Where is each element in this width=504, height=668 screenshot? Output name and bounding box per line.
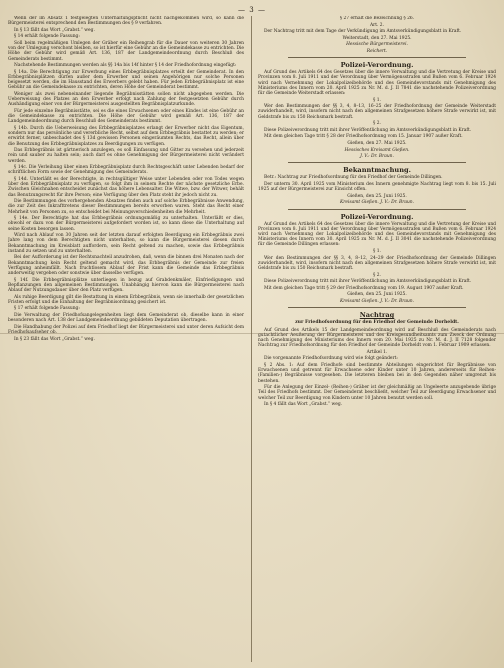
- centered-line: § 1.: [373, 97, 381, 103]
- paragraph: § 2 Abs. 1: Auf dem Friedhofe sind bestimmte Abteilungen eingerichtet für Begräbnisse von Erwachsenen und getrennt für Erwachsene oder Kinder unter 10 Jahren, andererseits für Reihen- (Familien-) Begräbnisse vorgesehen. Die letzteren bleiben bei in den Gegenden näher umgrenzt bis bestehen.: [258, 362, 496, 384]
- paragraph: Die Verwaltung der Friedhofsangelegenheiten liegt dem Gemeinderat ob, dieselbe kann in einer besonderen nach Art. 138 der Landgemeindeordnung gebildeten Deputation übertragen.: [8, 312, 244, 324]
- signature-line: Reichert.: [366, 48, 388, 54]
- paragraph: Die vorgenannte Friedhofsordnung wird wie folgt geändert:: [264, 356, 398, 362]
- section-separator: [288, 57, 466, 58]
- section-separator: [288, 307, 466, 308]
- paragraph: Bei der Aufforderung ist der Rechtsnachteil anzudrohen, daß, wenn die binnen drei Monaten nach der Bekanntmachung kein Recht geltend gemacht wird, das Erbbegräbnis der Gemeinde zur freien Verfügung anheimfällt. Nach fruchtlosem Ablauf der Frist kann die Gemeinde das Erbbegräbnis anderweitig vergeben oder sonstwie über dasselbe verfügen.: [8, 255, 244, 276]
- paragraph: § 14e. Der Berechtigte hat das Erbbegräbnis ordnungsmäßig zu unterhalten. Unterläßt er dies, obwohl er dazu von der Bürgermeisterei aufgefordert worden ist, so kann diese die Unterhaltung auf seine Kosten besorgen lassen.: [8, 216, 244, 232]
- centered-line: Gießen, den 25. Juni 1925.: [347, 193, 407, 199]
- signature-line: Kreisamt Gießen. J. V.: Dr. Braun.: [339, 200, 415, 206]
- paragraph: Die Bestimmungen des vorhergehenden Absatzes finden auch auf solche Erbbegräbnisse Anwendung, die zur Zeit des Inkrafttretens dieser Bestimmungen bereits erworben waren. Steht das Recht einer Mehrheit von Personen zu, so entscheidet bei Meinungsverschiedenheiten die Mehrheit.: [8, 199, 244, 215]
- paragraph: Als ruhige Beerdigung gilt die Bestattung in einem Erbbegräbnis, wenn sie innerhalb der gesetzlichen Fristen erfolgt und die Einhaltung der Begräbnisordnung gesichert ist.: [8, 294, 244, 305]
- left-column: [8, 16, 244, 662]
- signature-line: Kreisamt Gießen. J. V.: Dr. Braun.: [339, 298, 415, 304]
- paragraph: Auf Grund des Artikels 64 des Gesetzes über die innere Verwaltung und die Vertretung der Kreise und Provinzen vom 8. Juli 1911 und der Verordnung über Vermögensstrafen und Bußen vom 6. Februar 1924 wird nach Vernehmung der Lokalpolizeibehörde und des Gemeindevorstands mit Genehmigung des Ministeriums des Innern vom 20. April 1925 zu Nr. M. d. J. II 7841 die nachstehende Polizeiverordnung für die Gemeinde Weiterstadt erlassen:: [258, 70, 496, 96]
- paragraph: In § 13 fällt das Wort „Grabst.“ weg.: [14, 27, 95, 33]
- centered-line: Weiterstadt, den 27. Mai 1925.: [342, 35, 412, 41]
- section-separator: [288, 209, 466, 210]
- paragraph: Weniger als zwei nebeneinander liegende Begräbnisstätten sollen nicht abgegeben werden. Die Ueberweisung des Platzes an den Erwerber erfolgt nach Zahlung der festgesetzten Gebühr durch Aushändigung einer von der Bürgermeisterei ausgestellten Begräbnisplatzurkunde.: [8, 91, 244, 108]
- centered-line: § 27 erhält die Bezeichnung § 26.: [339, 16, 415, 21]
- signature-line: J. V.: Dr. Braun.: [360, 154, 394, 160]
- fold-line: [0, 333, 504, 334]
- paragraph: § 14d. Unterläßt es der Berechtigte, in rechtsgültiger Weise unter Lebenden oder von Todes wegen über den Erbbegräbnisplatz zu verfügen, so folgt ihm in seinem Rechte der nächste gesetzliche Erbe. Zwischen Gleichnahen entscheidet zunächst das höhere Lebensalter. Die Witwe, bzw. der Witwer, behält das Benutzungsrecht für ihre Person; eine Verfügung über den Platz steht ihr jedoch nicht zu.: [8, 176, 244, 198]
- section-subheading: zur Friedhofsordnung für den Friedhof der Gemeinde Dorheldt.: [295, 320, 459, 326]
- signature-line: Hessische Bürgermeisterei.: [346, 42, 408, 48]
- paragraph: Der Nachtrag tritt mit dem Tage der Verkündigung im Amtsverkündigungsblatt in Kraft.: [264, 29, 462, 35]
- paragraph: Mit dem gleichen Tage tritt § 29 der Friedhofsordnung vom 19. August 1907 außer Kraft.: [264, 285, 464, 291]
- centered-line: § 1.: [373, 248, 381, 254]
- paragraph: § 14f. Die Erbbegräbnisplätze unterliegen in bezug auf Grabdenkmäler, Einfriedigungen und Bepflanzungen den allgemeinen Bestimmungen. Unabhängig hiervon kann die Bürgermeisterei nach Ablauf der Nutzungsdauer über den Platz verfügen.: [8, 277, 244, 293]
- section-heading: Polizei-Verordnung.: [340, 61, 414, 70]
- centered-line: Gießen, den 25. Juni 1925.: [347, 292, 407, 298]
- paragraph: Diese Polizeiverordnung tritt mit ihrer Veröffentlichung im Amtsverkündigungsblatt in Kraft.: [264, 279, 472, 285]
- centered-line: § 2.: [373, 272, 381, 278]
- paragraph: Der unterm 30. April 1925 vom Ministerium des Innern genehmigte Nachtrag liegt vom 8. bis 15. Juli 1925 auf der Bürgermeisterei zur Einsicht offen.: [258, 181, 496, 193]
- signature-line: Hessisches Kreisamt Gießen.: [344, 147, 410, 153]
- paragraph: Für jede einzelne Begräbnisstätte, sei es die eines Erwachsenen oder eines Kindes ist eine Gebühr an die Gemeindekasse zu entrichten. Die Höhe der Gebühr wird gemäß Art. 136, 187 der Landgemeindeordnung durch Beschluß des Gemeinderats bestimmt.: [8, 108, 244, 125]
- section-heading: Polizei-Verordnung.: [340, 212, 414, 221]
- paragraph: Die Handhabung der Polizei auf dem Friedhof liegt der Bürgermeisterei und unter deren Aufsicht dem Friedhofsaufseher ob.: [8, 324, 244, 335]
- paragraph: In § 23 fällt das Wort „Grabst.“ weg.: [14, 336, 95, 342]
- centered-line: § 2.: [373, 121, 381, 127]
- paragraph: Wenn der im Absatz 1 festgelegten Unterhaltungspflicht nicht nachgekommen wird, so kann die Bürgermeisterei entsprechend den Bestimmungen des § 9 verfahren.: [8, 16, 244, 27]
- section-separator: [288, 162, 466, 163]
- centered-line: Art. 2.: [369, 22, 384, 28]
- paragraph: Betr.: Nachtrag zur Friedhofsordnung für den Friedhof der Gemeinde Dillingen.: [264, 175, 443, 181]
- paragraph: Auf Grund des Artikels 15 der Landgemeindeordnung wird auf Beschluß des Gemeinderats nach gutachtlicher Aeußerung der Bürgermeisterei und des Kreisgesundheitsamts zum Zweck der Ordnung nach Genehmigung des Ministeriums des Innern vom 20. Mai 1925 zu Nr. M. d. J. II 7128 folgender Nachtrag zur Friedhofsordnung für den Friedhof der Gemeinde Dorheldt vom 1. Februar 1909 erlassen.: [258, 327, 496, 349]
- paragraph: § 17 erhält folgende Fassung:: [14, 306, 80, 312]
- paragraph: Wird nach Ablauf von 30 Jahren seit der letzten darauf erfolgten Beerdigung ein Erbbegräbnis zwei Jahre lang von dem Berechtigten nicht unterhalten, so kann die Bürgermeisterei diesen durch Bekanntmachung im Kreisblatt auffordern, sein Recht geltend zu machen, sowie das Erbbegräbnis instand zu setzen und zu unterhalten.: [8, 233, 244, 254]
- centered-line: Artikel 1.: [366, 349, 388, 355]
- paragraph: Wer den Bestimmungen der §§ 3, 4, 8–13, 16–25 der Friedhofordnung der Gemeinde Weiterstadt zuwiderhandelt, wird, insofern nicht nach den allgemeinen Strafgesetzen höhere Strafe verwirkt ist, mit Geldstrafe bis zu 150 Reichsmark bestraft.: [258, 104, 496, 120]
- paragraph: Wer den Bestimmungen der §§ 3, 4, 8–12, 24–29 der Friedhofsordnung der Gemeinde Dillingen zuwiderhandelt, wird, insofern nicht nach den allgemeinen Strafgesetzen höhere Strafe verwirkt ist, mit Geldstrafe bis zu 150 Reichsmark bestraft.: [258, 255, 496, 271]
- right-column: [258, 16, 496, 662]
- paragraph: Soll beim regelmäßigen Umlegen der Gräber ein Reihengrab für die Dauer von weiteren 30 Jahren von der Umlegung verschont bleiben, so ist hierfür eine Gebühr an die Gemeindekasse zu entrichten. Die Höhe der Gebühr wird gemäß Art. 136, 187 der Landgemeindeordnung durch Beschluß des Gemeinderats bestimmt.: [8, 40, 244, 62]
- page-number: — 3 —: [238, 6, 266, 14]
- paragraph: In § 4 fällt das Wort „Grabst.“ weg.: [264, 402, 343, 408]
- paragraph: Diese Polizeiverordnung tritt mit ihrer Veröffentlichung im Amtsverkündigungsblatt in Kraft.: [264, 127, 472, 133]
- paragraph: § 14c. Die Verleihung über einen Erbbegräbnisplatz durch Rechtsgeschäft unter Lebenden bedarf der schriftlichen Form sowie der Genehmigung des Gemeinderats.: [8, 165, 244, 176]
- paragraph: Mit dem gleichen Tage tritt § 28 der Friedhofsordnung vom 15. Januar 1907 außer Kraft.: [264, 134, 463, 140]
- paragraph: Auf Grund des Artikels 64 des Gesetzes über die innere Verwaltung und die Vertretung der Kreise und Provinzen vom 8. Juli 1911 und der Verordnung über Vermögensstrafen und Bußen vom 6. Februar 1924 wird nach Vernehmung der Lokalpolizeibehörde und des Gemeindevorstands mit Genehmigung des Ministeriums des Innern vom 30. April 1925 zu Nr. M. d. J. II 3041 die nachstehende Polizeiverordnung für die Gemeinde Dillingen erlassen:: [258, 221, 496, 248]
- paragraph: § 14b. Durch die Ueberweisung des Erbbegräbnisplatzes erlangt der Erwerber nicht das Eigentum, sondern nur das persönliche und vererbliche Recht, selbst auf dem Erbbegräbnis bestattet zu werden; er erwirbt ferner, unbeschadet des § 13d gewissen Personen eingeräumten Rechts, das Recht, allein über die Benutzung des Erbbegräbnisplatzes zu Beerdigungen zu verfügen.: [8, 125, 244, 147]
- paragraph: Für die Anlegung der Einzel- (Reihen-) Gräber ist der gleichmäßig an Ungeleerte anzugebende übrige Teil des Friedhofs bestimmt. Der Gemeinderat beschließt, welcher Teil zur Beerdigung Erwachsener und welcher Teil zur Beerdigung von Kindern unter 10 Jahren benutzt werden soll.: [258, 385, 496, 401]
- paragraph: § 14a. Die Berechtigung zur Erwerbung eines Erbbegräbnisplatzes erteilt der Gemeinderat. In den Erbbegräbnisplätzen dürfen außer dem Erwerber und seinen Angehörigen nur solche Personen beigesetzt werden, die im Hausstand des Erwerbers gelebt haben. Für jeden Erbbegräbnisplatz ist eine Gebühr an die Gemeindekasse zu entrichten, deren Höhe der Gemeinderat bestimmt.: [8, 69, 244, 91]
- section-heading: Nachtrag: [359, 311, 395, 320]
- column-divider: [251, 16, 252, 662]
- section-heading: Bekanntmachung.: [343, 166, 411, 175]
- paragraph: Das Erbbegräbnis ist gärtnerisch anzulegen, es soll Einfassung und Gitter zu versehen und jederzeit rein und sauber zu halten sein; auch darf es ohne Genehmigung der Bürgermeisterei nicht verändert werden.: [8, 148, 244, 164]
- centered-line: Gießen, den 27. Mai 1925.: [347, 140, 407, 146]
- paragraph: Nachstehende Bestimmungen werden als §§ 14a bis 14f hinter § 14 der Friedhofordnung eingefügt:: [14, 63, 237, 69]
- paragraph: § 14 erhält folgende Fassung:: [14, 34, 80, 40]
